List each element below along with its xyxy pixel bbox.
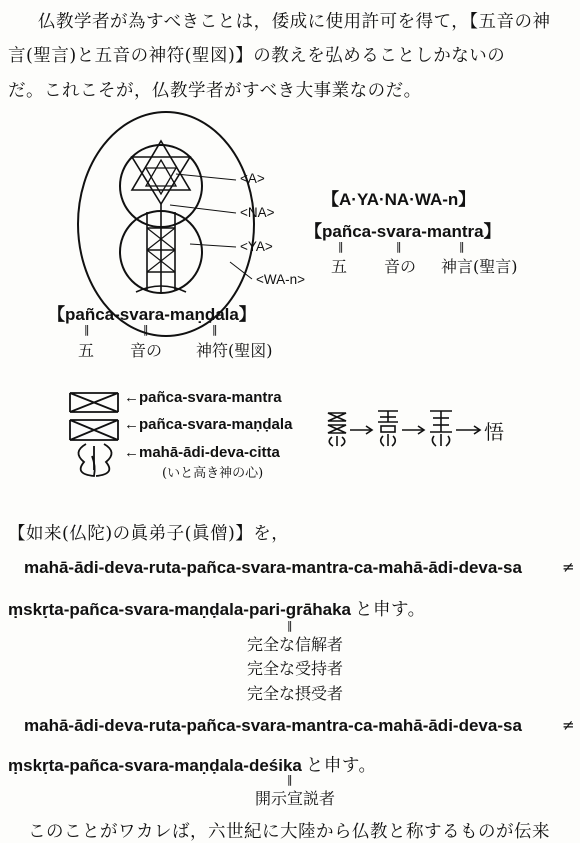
closing-line: このことがワカレば，六世紀に大陸から仏教と称するものが伝来	[28, 822, 550, 842]
intro-line-2: 言(聖言)と五音の神符(聖図)】の教えを弘めることしかないの	[8, 46, 506, 66]
intro-line-1: 仏教学者が為すべきことは，倭成に使用許可を得て，【五音の神	[38, 12, 551, 32]
label-wa-n: <WA-n>	[256, 272, 306, 287]
mantra-gloss-five: 五	[331, 257, 348, 276]
evolution-final-glyph: 悟	[484, 420, 504, 444]
section2-heading: 【如来(仏陀)の眞弟子(眞僧)】を，	[8, 524, 290, 544]
equals-mark: ‖	[396, 240, 402, 253]
label-ya: <YA>	[240, 239, 273, 254]
mantra-syllables-title: 【A·YA·NA·WA-n】	[322, 190, 476, 209]
label-na: <NA>	[240, 205, 275, 220]
mandala-gloss-divine-symbol: 神符(聖図)	[196, 341, 273, 360]
term2-suffix: と申す。	[305, 756, 377, 776]
term1-line-1: mahā-ādi-deva-ruta-pañca-svara-mantra-ca-mahā-ādi-deva-sa	[24, 558, 522, 577]
term1-gloss-2: 完全な受持者	[246, 659, 343, 678]
label-a: <A>	[240, 171, 265, 186]
term2-gloss: 開示宣説者	[254, 789, 335, 808]
symbol-label-heart: ←mahā-ādi-deva-citta	[124, 444, 280, 461]
term1-line-2: ṃskṛta-pañca-svara-maṇḍala-pari-grāhaka	[8, 600, 351, 619]
equals-mark: ‖	[143, 323, 149, 336]
hyphen-continuation-mark: ≠	[562, 716, 575, 734]
equals-mark: ‖	[287, 773, 293, 786]
term2-line-2: ṃskṛta-pañca-svara-maṇḍala-deśika	[8, 756, 302, 775]
mantra-gloss-sound: 音の	[384, 257, 417, 276]
mantra-sanskrit: 【pañca-svara-mantra】	[305, 222, 501, 241]
intro-line-3: だ。これこそが，仏教学者がすべき大事業なのだ。	[8, 81, 422, 101]
equals-mark: ‖	[287, 619, 293, 632]
mandala-gloss-sound: 音の	[130, 341, 163, 360]
symbol-label-mantra: ←pañca-svara-mantra	[124, 389, 282, 406]
hyphen-continuation-mark: ≠	[562, 558, 575, 576]
equals-mark: ‖	[212, 323, 218, 336]
term1-gloss-3: 完全な摂受者	[246, 684, 343, 703]
term2-line-2-group	[8, 752, 376, 777]
equals-mark: ‖	[459, 240, 465, 253]
equals-mark: ‖	[338, 240, 344, 253]
term1-suffix: と申す。	[354, 600, 426, 620]
term1-gloss-1: 完全な信解者	[246, 635, 343, 654]
symbol-sublabel: (いと高き神の心)	[162, 466, 264, 481]
term2-line-1: mahā-ādi-deva-ruta-pañca-svara-mantra-ca-mahā-ādi-deva-sa	[24, 716, 522, 735]
equals-mark: ‖	[84, 323, 90, 336]
mandala-gloss-five: 五	[78, 341, 95, 360]
symbol-label-mandala: ←pañca-svara-maṇḍala	[124, 416, 293, 433]
mantra-gloss-divine-word: 神言(聖言)	[441, 257, 518, 276]
term1-line-2-group	[8, 596, 426, 621]
mandala-sanskrit: 【pañca-svara-maṇḍala】	[48, 305, 256, 324]
